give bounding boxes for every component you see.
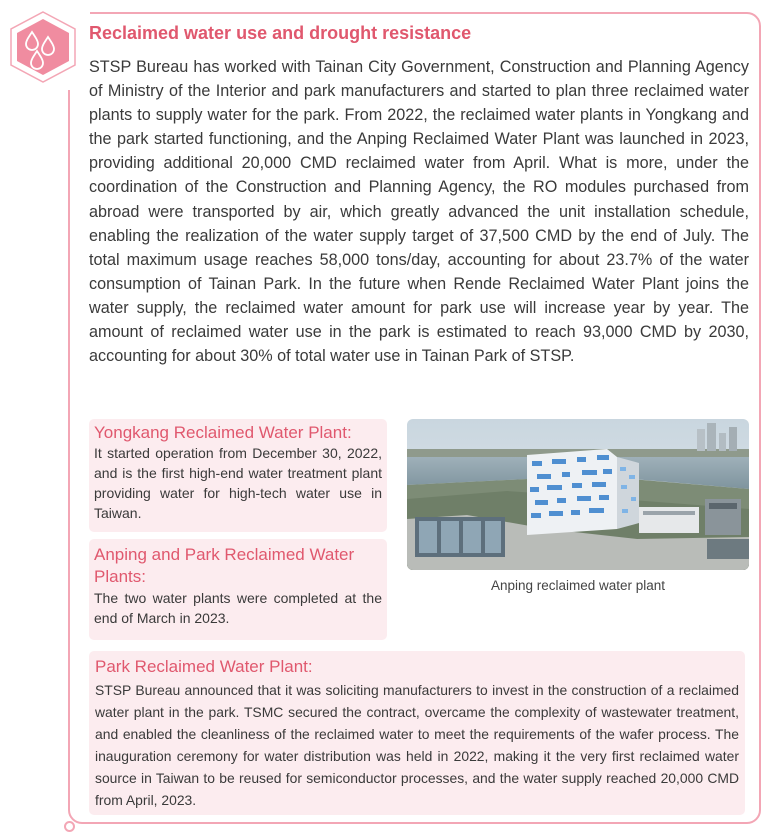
park-plant-box [89, 651, 745, 815]
yongkang-plant-box [89, 419, 387, 532]
yongkang-plant-text: It started operation from December 30, 2022, and is the first high-end water treatment plant providing water for high-tech water use in Taiwan. [94, 445, 382, 521]
section-title: Reclaimed water use and drought resistance [89, 23, 472, 43]
anping-park-plant-box [89, 539, 387, 640]
intro-paragraph: STSP Bureau has worked with Tainan City Government, Construction and Planning Agency of Ministry of the Interior and park manufacturers and started to plan three reclaimed water plants to supply water for the park. From 2022, the reclaimed water plants in Yongkang and the park started functioning, and the Anping Reclaimed Water Plant was launched in 2023, providing additional 20,000 CMD reclaimed water from April. What is more, under the coordination of the Construction and Planning Agency, the RO modules purchased from abroad were transported by air, which greatly advanced the unit installation schedule, enabling the realization of the water supply target of 37,500 CMD by the end of July. The total maximum usage reaches 58,000 tons/day, accounting for about 23.7% of the water consumption of Tainan Park. In the future when Rende Reclaimed Water Plant joins the water supply, the reclaimed water amount for park use will increase year by year. The amount of reclaimed water use in the park is estimated to reach 93,000 CMD by 2030, accounting for about 30% of total water use in Tainan Park of STSP. [89, 58, 749, 366]
plant-photo-illustration [407, 419, 749, 570]
photo-caption: Anping reclaimed water plant [490, 578, 666, 593]
park-plant-heading: Park Reclaimed Water Plant: [95, 657, 313, 676]
anping-park-plant-text: The two water plants were completed at the end of March in 2023. [94, 590, 382, 626]
anping-park-plant-heading: Anping and Park Reclaimed Water Plants: [94, 545, 355, 586]
yongkang-plant-heading: Yongkang Reclaimed Water Plant: [94, 423, 352, 442]
frame-end-dot [64, 821, 75, 832]
park-plant-text: STSP Bureau announced that it was soliciting manufacturers to invest in the construction of a reclaimed water plant in the park. TSMC secured the contract, overcame the complexity of wastewater treatment, and enabled the cleanliness of the reclaimed water to meet the requirements of the wafer process. The inauguration ceremony for water distribution was held in 2022, making it the very first reclaimed water source in Taiwan to be reused for semiconductor processes, and the water supply reached 20,000 CMD from April, 2023. [95, 682, 739, 808]
water-drops-icon [4, 8, 82, 86]
anping-plant-photo [407, 419, 749, 570]
